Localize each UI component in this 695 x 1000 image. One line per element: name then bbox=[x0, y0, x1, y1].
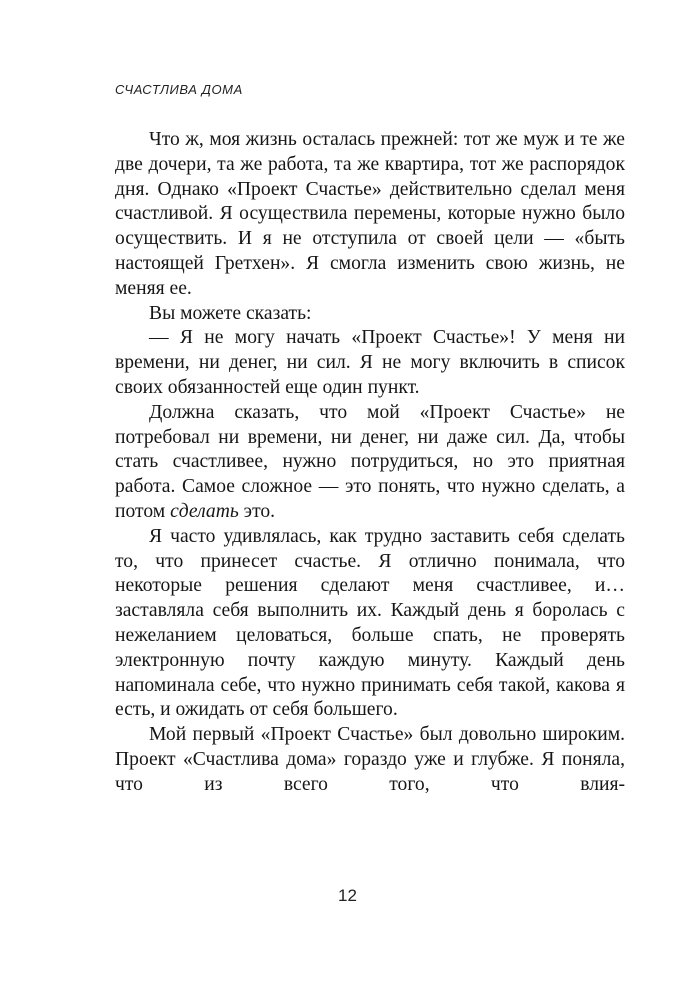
body-text bbox=[115, 128, 625, 798]
paragraph-5: Я часто удивлялась, как трудно заставить себя сделать то, что принесет счастье. Я отлично понимала, что некоторые решения сделают меня счастливее, и… заставляла себя выполнить их. Каждый день я боролась с нежеланием целоваться, больше спать, не проверять электронную почту каждую минуту. Каждый день напоминала себе, что нужно принимать себя такой, какова я есть, и ожидать от себя большего. bbox=[115, 525, 625, 721]
running-head: СЧАСТЛИВА ДОМА bbox=[115, 82, 243, 97]
paragraph-3: — Я не могу начать «Проект Счастье»! У меня ни времени, ни денег, ни сил. Я не могу включить в список своих обязанностей еще один пункт. bbox=[115, 327, 625, 398]
page-number: 12 bbox=[338, 886, 357, 905]
paragraph-2: Вы можете сказать: bbox=[149, 302, 312, 324]
paragraph-6: Мой первый «Проект Счастье» был довольно широким. Проект «Счастлива дома» гораздо уже и глубже. Я поняла, что из всего того, что влия- bbox=[115, 724, 625, 795]
paragraph-1: Что ж, моя жизнь осталась прежней: тот же муж и те же две дочери, та же работа, та же квартира, тот же распорядок дня. Однако «Проект Счастье» действительно сделал меня счастливой. Я осуществила перемены, которые нужно было осуществить. И я не отступила от своей цели — «быть настоящей Гретхен». Я смогла изменить свою жизнь, не меняя ее. bbox=[115, 129, 625, 299]
paragraph-4: Должна сказать, что мой «Проект Счастье» не потребовал ни времени, ни денег, ни даже сил. Да, чтобы стать счастливее, нужно потрудиться, но это приятная работа. Самое сложное — это понять, что нужно сделать, а потом сделать это. bbox=[115, 401, 625, 522]
